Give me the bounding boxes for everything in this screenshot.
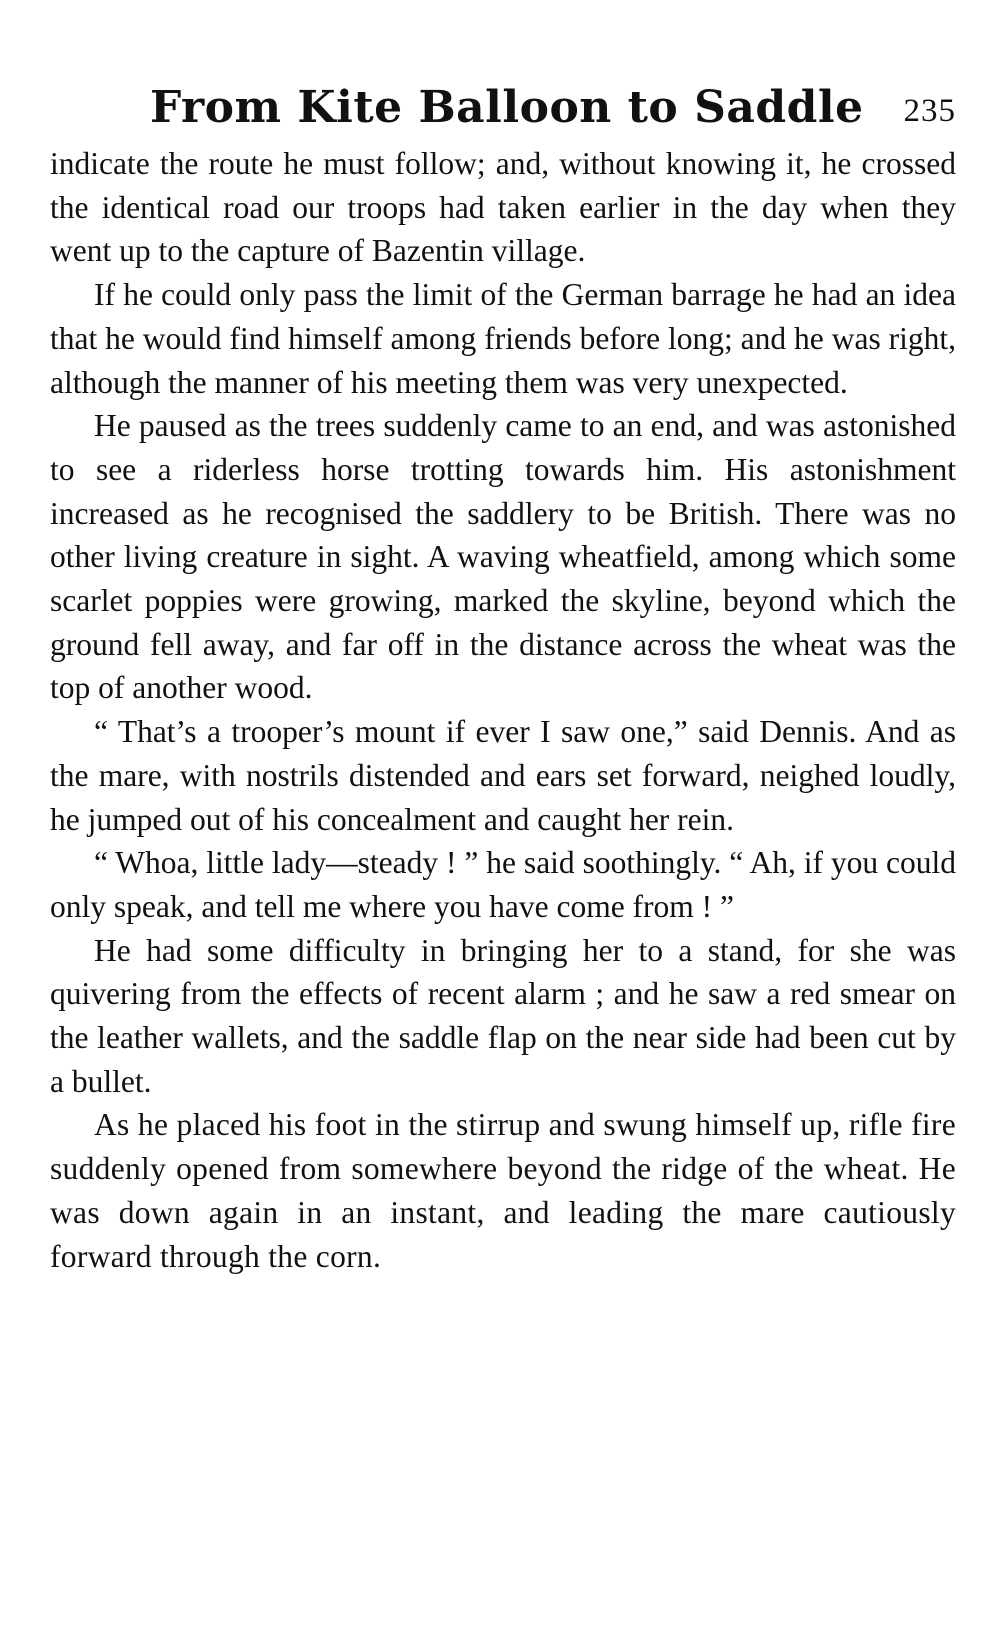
paragraph: If he could only pass the limit of the German barrage he had an idea that he would find himself among friends before long; and he was right, although the manner of his meeting them was very unexpected. <box>50 277 956 400</box>
paragraph: “ Whoa, little lady—steady ! ” he said soothingly. “ Ah, if you could only speak, and tell me where you have come from ! ” <box>50 845 956 924</box>
paragraph: “ That’s a trooper’s mount if ever I saw one,” said Dennis. And as the mare, with nostrils distended and ears set forward, neighed loudly, he jumped out of his concealment and caught her rein. <box>50 714 956 837</box>
body-text <box>50 142 956 1278</box>
paragraph: indicate the route he must follow; and, without knowing it, he crossed the identical road our troops had taken earlier in the day when they went up to the capture of Bazentin village. <box>50 146 956 269</box>
paragraph: He paused as the trees suddenly came to an end, and was astonished to see a riderless horse trotting towards him. His astonishment increased as he recognised the saddlery to be British. There was no other living creature in sight. A waving wheatfield, among which some scarlet poppies were growing, marked the skyline, beyond which the ground fell away, and far off in the distance across the wheat was the top of another wood. <box>50 408 956 706</box>
paragraph: As he placed his foot in the stirrup and swung himself up, rifle fire suddenly opened from somewhere beyond the ridge of the wheat. He was down again in an instant, and leading the mare cautiously forward through the corn. <box>50 1107 956 1274</box>
page-number: 235 <box>903 93 956 129</box>
paragraph: He had some difficulty in bringing her to a stand, for she was quivering from the effects of recent alarm ; and he saw a red smear on the leather wallets, and the saddle flap on the near side had been cut by a bullet. <box>50 932 956 1099</box>
chapter-title: From Kite Balloon to Saddle <box>150 82 864 133</box>
running-head <box>50 78 956 138</box>
